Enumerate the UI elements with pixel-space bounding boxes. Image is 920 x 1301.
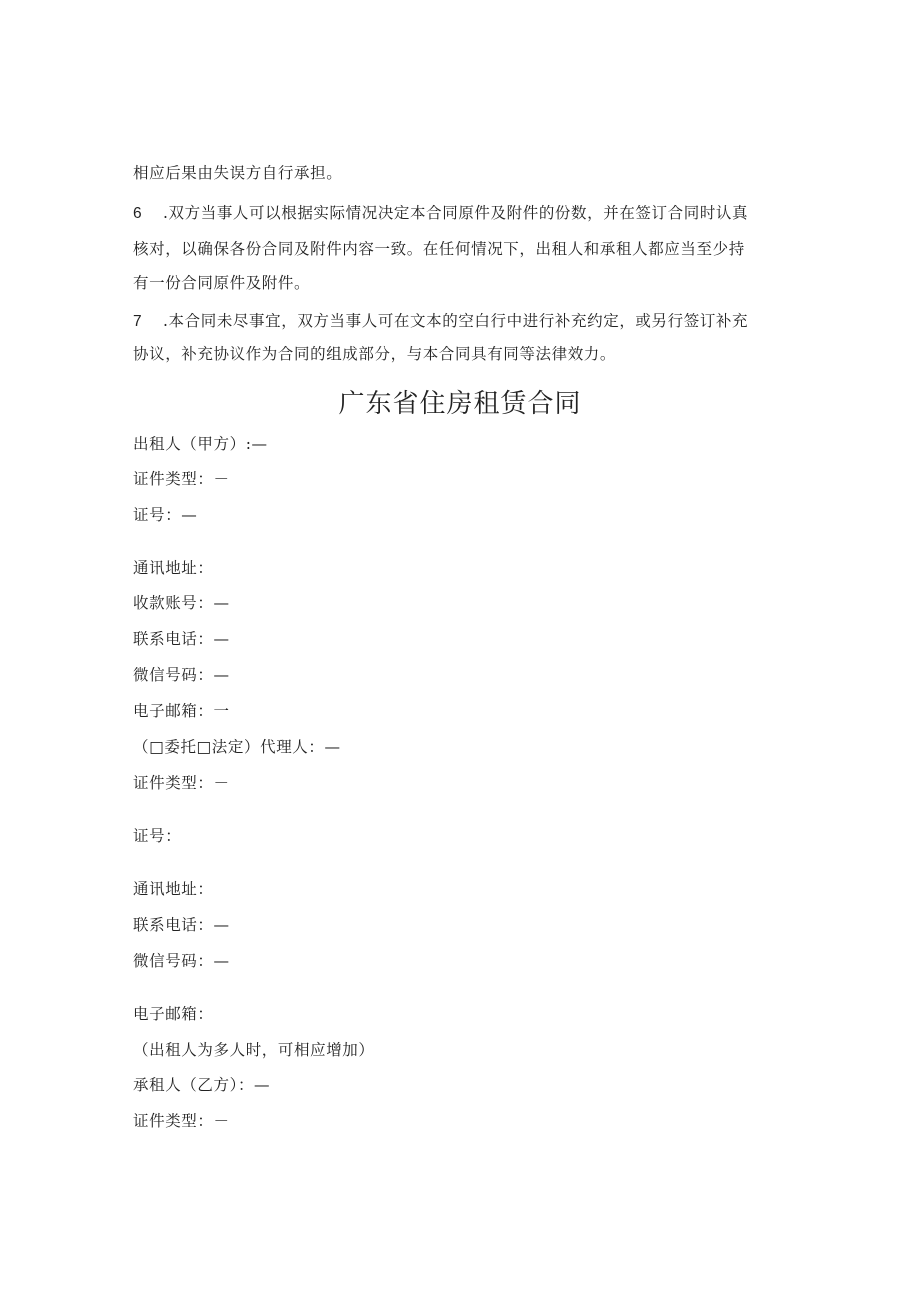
agent-name-field: （□委托□法定）代理人：— (133, 738, 341, 756)
lessor-account-field: 收款账号：— (133, 594, 230, 612)
agent-phone-field: 联系电话：— (133, 916, 230, 934)
clause-7-number: 7 (133, 313, 143, 330)
lessee-id-type-field: 证件类型：－ (133, 1112, 230, 1130)
clause-6-line-3: 有一份合同原件及附件。 (133, 274, 311, 292)
agent-wechat-field: 微信号码：— (133, 952, 230, 970)
lessor-id-type-field: 证件类型：－ (133, 470, 230, 488)
lessor-email-field: 电子邮箱：一 (133, 702, 230, 720)
agent-address-field: 通讯地址： (133, 880, 214, 898)
clause-7-line-1 (133, 311, 748, 332)
lessor-address-field: 通讯地址： (133, 559, 214, 577)
lessor-name-field: 出租人（甲方）:— (133, 435, 268, 453)
clause-7-line-2: 协议，补充协议作为合同的组成部分，与本合同具有同等法律效力。 (133, 345, 617, 363)
clause-6-number: 6 (133, 205, 143, 222)
contract-title: 广东省住房租赁合同 (338, 389, 582, 419)
clause-6-line-1 (133, 203, 748, 224)
lessor-phone-field: 联系电话：— (133, 630, 230, 648)
agent-id-number-field: 证号： (133, 827, 182, 845)
multiple-lessor-note: （出租人为多人时，可相应增加） (133, 1041, 375, 1059)
lessor-wechat-field: 微信号码：— (133, 666, 230, 684)
agent-email-field: 电子邮箱： (133, 1005, 214, 1023)
lessor-id-number-field: 证号：— (133, 506, 198, 524)
lessee-name-field: 承租人（乙方）：— (133, 1076, 271, 1094)
clause-7-text-1: .本合同未尽事宜，双方当事人可在文本的空白行中进行补充约定，或另行签订补充 (163, 312, 749, 330)
clause-5-tail: 相应后果由失误方自行承担。 (133, 164, 343, 182)
clause-6-text-1: .双方当事人可以根据实际情况决定本合同原件及附件的份数，并在签订合同时认真 (163, 204, 749, 222)
agent-id-type-field: 证件类型：－ (133, 774, 230, 792)
clause-6-line-2: 核对，以确保各份合同及附件内容一致。在任何情况下，出租人和承租人都应当至少持 (133, 240, 745, 258)
